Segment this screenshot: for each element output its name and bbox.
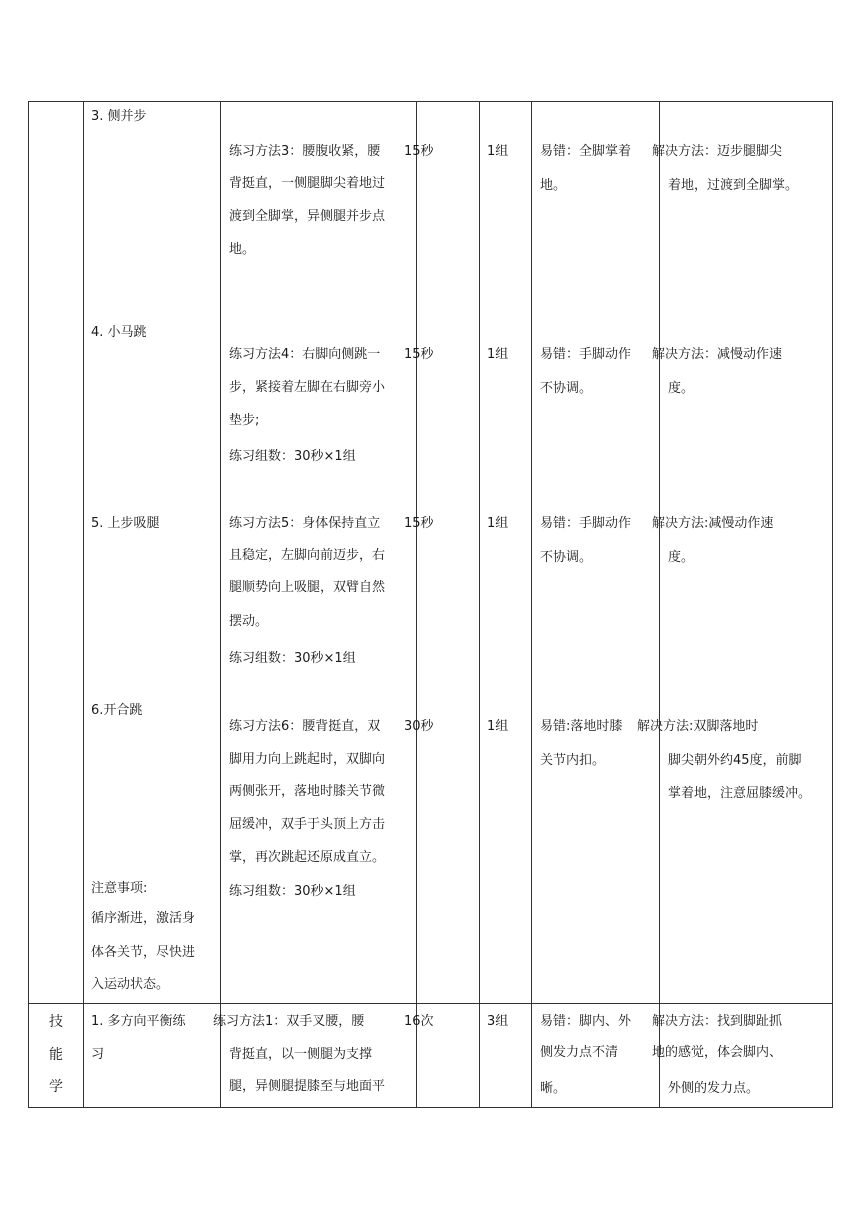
time-value: 30秒 <box>404 719 434 734</box>
time-value: 15秒 <box>404 516 434 531</box>
error-line: 易错：手脚动作 <box>540 516 632 531</box>
table-col-line <box>416 101 417 1107</box>
method-line: 背挺直，以一侧腿为支撑 <box>229 1047 373 1062</box>
method-line: 摆动。 <box>229 614 269 629</box>
table-top-border <box>28 101 833 102</box>
table-col-line <box>531 101 532 1107</box>
table-col-line <box>28 101 29 1107</box>
method-line: 练习方法1：双手叉腰，腰 <box>213 1014 365 1029</box>
groups-value: 1组 <box>487 144 509 159</box>
method-line: 地。 <box>229 242 256 257</box>
solution-line: 解决方法:减慢动作速 <box>652 516 774 531</box>
section-label-char: 技 <box>49 1014 63 1030</box>
count-line: 练习组数：30秒×1组 <box>229 651 356 666</box>
count-line: 练习组数：30秒×1组 <box>229 884 356 899</box>
notes-title: 注意事项: <box>91 881 148 896</box>
error-line: 地。 <box>540 178 567 193</box>
notes-line: 循序渐进，激活身 <box>91 911 196 926</box>
table-row-divider <box>28 1003 833 1004</box>
table-col-line <box>832 101 833 1107</box>
count-line: 练习组数：30秒×1组 <box>229 449 356 464</box>
error-line: 不协调。 <box>540 381 593 396</box>
exercise-name: 4. 小马跳 <box>91 325 147 340</box>
groups-value: 1组 <box>487 516 509 531</box>
exercise-name: 习 <box>91 1047 105 1062</box>
method-line: 步，紧接着左脚在右脚旁小 <box>229 380 386 395</box>
time-value: 16次 <box>404 1014 434 1029</box>
exercise-name: 5. 上步吸腿 <box>91 516 160 531</box>
exercise-name: 6.开合跳 <box>91 703 143 718</box>
table-bottom-border <box>28 1107 833 1108</box>
method-line: 练习方法6：腰背挺直，双 <box>229 719 381 734</box>
solution-line: 解决方法：迈步腿脚尖 <box>652 144 783 159</box>
error-line: 不协调。 <box>540 550 593 565</box>
solution-line: 地的感觉，体会脚内、 <box>652 1045 783 1060</box>
error-line: 易错：脚内、外 <box>540 1014 632 1029</box>
error-line: 关节内扣。 <box>540 753 606 768</box>
solution-line: 解决方法：减慢动作速 <box>652 347 783 362</box>
solution-line: 度。 <box>668 550 695 565</box>
solution-line: 掌着地，注意屈膝缓冲。 <box>668 786 812 801</box>
method-line: 垫步; <box>229 413 260 428</box>
method-line: 练习方法4：右脚向侧跳一 <box>229 347 381 362</box>
time-value: 15秒 <box>404 347 434 362</box>
exercise-name: 1. 多方向平衡练 <box>91 1014 186 1029</box>
method-line: 练习方法5：身体保持直立 <box>229 516 381 531</box>
notes-line: 体各关节，尽快进 <box>91 945 196 960</box>
table-col-line <box>479 101 480 1107</box>
method-line: 练习方法3：腰腹收紧，腰 <box>229 144 381 159</box>
solution-line: 解决方法：找到脚趾抓 <box>652 1014 783 1029</box>
error-line: 易错：全脚掌着 <box>540 144 632 159</box>
error-line: 晰。 <box>540 1081 567 1096</box>
method-line: 屈缓冲，双手于头顶上方击 <box>229 817 386 832</box>
groups-value: 3组 <box>487 1014 509 1029</box>
solution-line: 脚尖朝外约45度，前脚 <box>668 753 802 768</box>
method-line: 脚用力向上跳起时，双脚向 <box>229 752 386 767</box>
notes-line: 入运动状态。 <box>91 977 170 992</box>
method-line: 两侧张开，落地时膝关节微 <box>229 784 386 799</box>
solution-line: 着地，过渡到全脚掌。 <box>668 178 799 193</box>
groups-value: 1组 <box>487 719 509 734</box>
solution-line: 解决方法:双脚落地时 <box>637 719 759 734</box>
error-line: 易错:落地时膝 <box>540 719 623 734</box>
method-line: 掌，再次跳起还原成直立。 <box>229 850 386 865</box>
error-line: 侧发力点不清 <box>540 1045 619 1060</box>
method-line: 背挺直，一侧腿脚尖着地过 <box>229 176 386 191</box>
time-value: 15秒 <box>404 144 434 159</box>
section-label-char: 能 <box>49 1047 63 1063</box>
table-col-line <box>659 101 660 1107</box>
section-label-char: 学 <box>49 1079 63 1095</box>
solution-line: 外侧的发力点。 <box>668 1081 760 1096</box>
table-col-line <box>220 101 221 1107</box>
method-line: 且稳定，左脚向前迈步，右 <box>229 548 386 563</box>
groups-value: 1组 <box>487 347 509 362</box>
solution-line: 度。 <box>668 381 695 396</box>
method-line: 腿顺势向上吸腿，双臂自然 <box>229 580 386 595</box>
method-line: 腿，异侧腿提膝至与地面平 <box>229 1079 386 1094</box>
error-line: 易错：手脚动作 <box>540 347 632 362</box>
exercise-name: 3. 侧并步 <box>91 109 147 124</box>
table-col-line <box>83 101 84 1107</box>
method-line: 渡到全脚掌，异侧腿并步点 <box>229 209 386 224</box>
